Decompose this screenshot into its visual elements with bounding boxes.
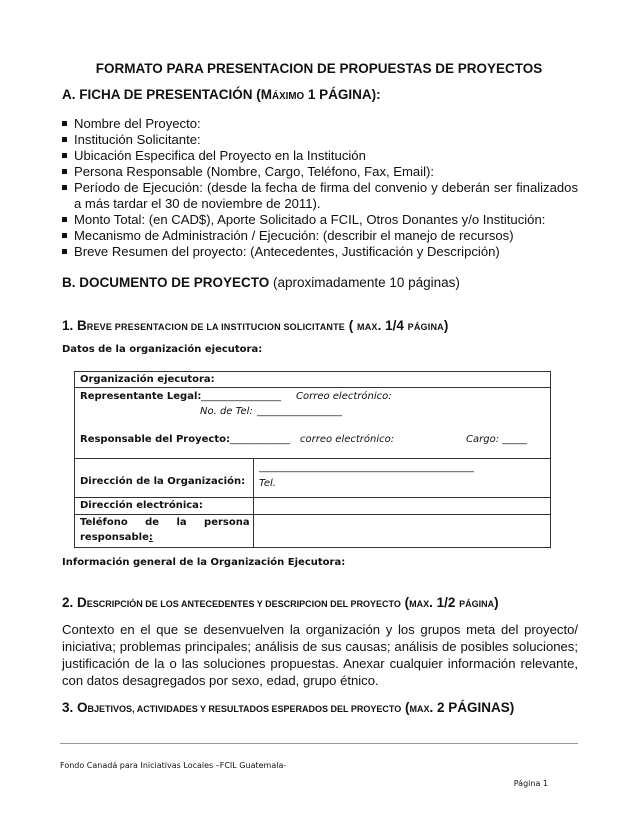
context-paragraph: Contexto en el que se desenvuelven la organización y los grupos meta del proyecto/ iniciativa; problemas principales; análisis de sus causas; análisis de posibles soluciones; justificación de la o las soluciones propuestas. Anexar cualquier información relevante, con datos desagregados por sexo, edad, grupo étnico. — [62, 622, 578, 688]
bullet-item: Institución Solicitante: — [62, 132, 578, 148]
table-cell — [75, 498, 254, 514]
heading-3-num: 3. O — [62, 700, 88, 715]
section-a-label: A. FICHA DE PRESENTACIÓN (M — [62, 87, 273, 102]
rep-label: Representante Legal: — [80, 391, 202, 402]
heading-3-rest: . 2 PÁGINAS) — [429, 700, 515, 715]
bullet-item: Persona Responsable (Nombre, Cargo, Teléfono, Fax, Email): — [62, 164, 578, 180]
organization-table — [74, 371, 551, 548]
section-b-label: B. DOCUMENTO DE PROYECTO — [62, 275, 270, 290]
bullet-item: Ubicación Especifica del Proyecto en la Institución — [62, 148, 578, 164]
resp-line: ____________ — [230, 434, 290, 445]
section-a-suffix: 1 PÁGINA): — [304, 87, 381, 102]
table-row — [75, 514, 550, 547]
bullet-item: Mecanismo de Administración / Ejecución: (describir el manejo de recursos) — [62, 228, 578, 244]
heading-2-max: MAX — [409, 599, 430, 609]
heading-1-rest: . 1/4 — [377, 318, 408, 333]
info-label: Información general de la Organización Ejecutora: — [62, 557, 346, 568]
heading-3-paren: ( — [401, 700, 410, 715]
dir-line: ___________________________________________ — [259, 462, 474, 473]
phone-label-line1: Teléfono de la persona — [80, 517, 250, 528]
heading-1-max: MAX — [357, 322, 378, 332]
table-cell — [75, 515, 254, 547]
phone-label-colon: : — [148, 532, 153, 543]
bullet-item: Breve Resumen del proyecto: (Antecedentes, Justificación y Descripción) — [62, 244, 578, 260]
table-cell — [75, 459, 254, 497]
document-title: FORMATO PARA PRESENTACION DE PROPUESTAS DE PROYECTOS — [95, 61, 543, 76]
heading-1-end: ) — [443, 318, 449, 333]
heading-1 — [62, 318, 448, 333]
heading-2-text: ESCRIPCIÓN DE LOS ANTECEDENTES Y DESCRIPCION DEL PROYECTO — [86, 599, 401, 609]
phone-label-text: responsable — [80, 532, 149, 543]
datos-label: Datos de la organización ejecutora: — [62, 344, 263, 355]
section-b-note: (aproximadamente 10 páginas) — [269, 275, 460, 290]
bullet-item: Monto Total: (en CAD$), Aporte Solicitado a FCIL, Otros Donantes y/o Institución: — [62, 212, 578, 228]
section-b-heading — [62, 275, 460, 290]
footer-divider — [60, 743, 578, 744]
heading-1-pagina: PÁGINA — [407, 322, 444, 332]
heading-3 — [62, 700, 514, 715]
org-label: Organización ejecutora: — [80, 374, 215, 385]
heading-2-num: 2. D — [62, 595, 87, 610]
tel-line: _________________ — [257, 406, 342, 417]
section-a-bullet-list — [62, 116, 578, 260]
section-a-heading — [62, 87, 381, 102]
bullet-item: Nombre del Proyecto: — [62, 116, 578, 132]
heading-1-paren: ( — [345, 318, 358, 333]
heading-3-text: BJETIVOS, ACTIVIDADES Y RESULTADOS ESPERADOS DEL PROYECTO — [87, 704, 402, 714]
table-row — [75, 497, 550, 514]
rep-line: ________________ — [201, 391, 281, 402]
table-row — [75, 387, 550, 458]
section-a-smallcaps: ÁXIMO — [272, 91, 305, 102]
heading-1-text: REVE PRESENTACION DE LA INSTITUCION SOLICITANTE — [86, 322, 346, 332]
email-label: Dirección electrónica: — [80, 500, 203, 511]
bullet-item: Período de Ejecución: (desde la fecha de firma del convenio y deberán ser finalizados a más tardar el 30 de noviembre de 2011). — [62, 180, 578, 212]
heading-2 — [62, 595, 499, 610]
table-row — [75, 458, 550, 497]
table-row — [75, 372, 550, 387]
phone-label-line2 — [80, 532, 153, 543]
heading-2-rest: . 1/2 — [429, 595, 460, 610]
resp-label: Responsable del Proyecto: — [80, 434, 230, 445]
cargo-label: Cargo: — [466, 434, 500, 445]
heading-2-pagina: PÁGINA — [459, 599, 495, 609]
heading-1-num: 1. B — [62, 318, 87, 333]
dir-label: Dirección de la Organización: — [80, 476, 246, 487]
footer-page-number: Página 1 — [513, 779, 548, 788]
footer-org: Fondo Canadá para Iniciativas Locales –FCIL Guatemala- — [60, 761, 287, 770]
cargo-line: _____ — [502, 434, 527, 445]
dir-tel-label: Tel. — [259, 478, 276, 489]
heading-3-max: MAX — [409, 704, 430, 714]
resp-email-label: correo electrónico: — [300, 434, 395, 445]
heading-2-paren: ( — [400, 595, 410, 610]
tel-label: No. de Tel: — [200, 406, 253, 417]
heading-2-end: ) — [494, 595, 499, 610]
rep-email-label: Correo electrónico: — [296, 391, 392, 402]
